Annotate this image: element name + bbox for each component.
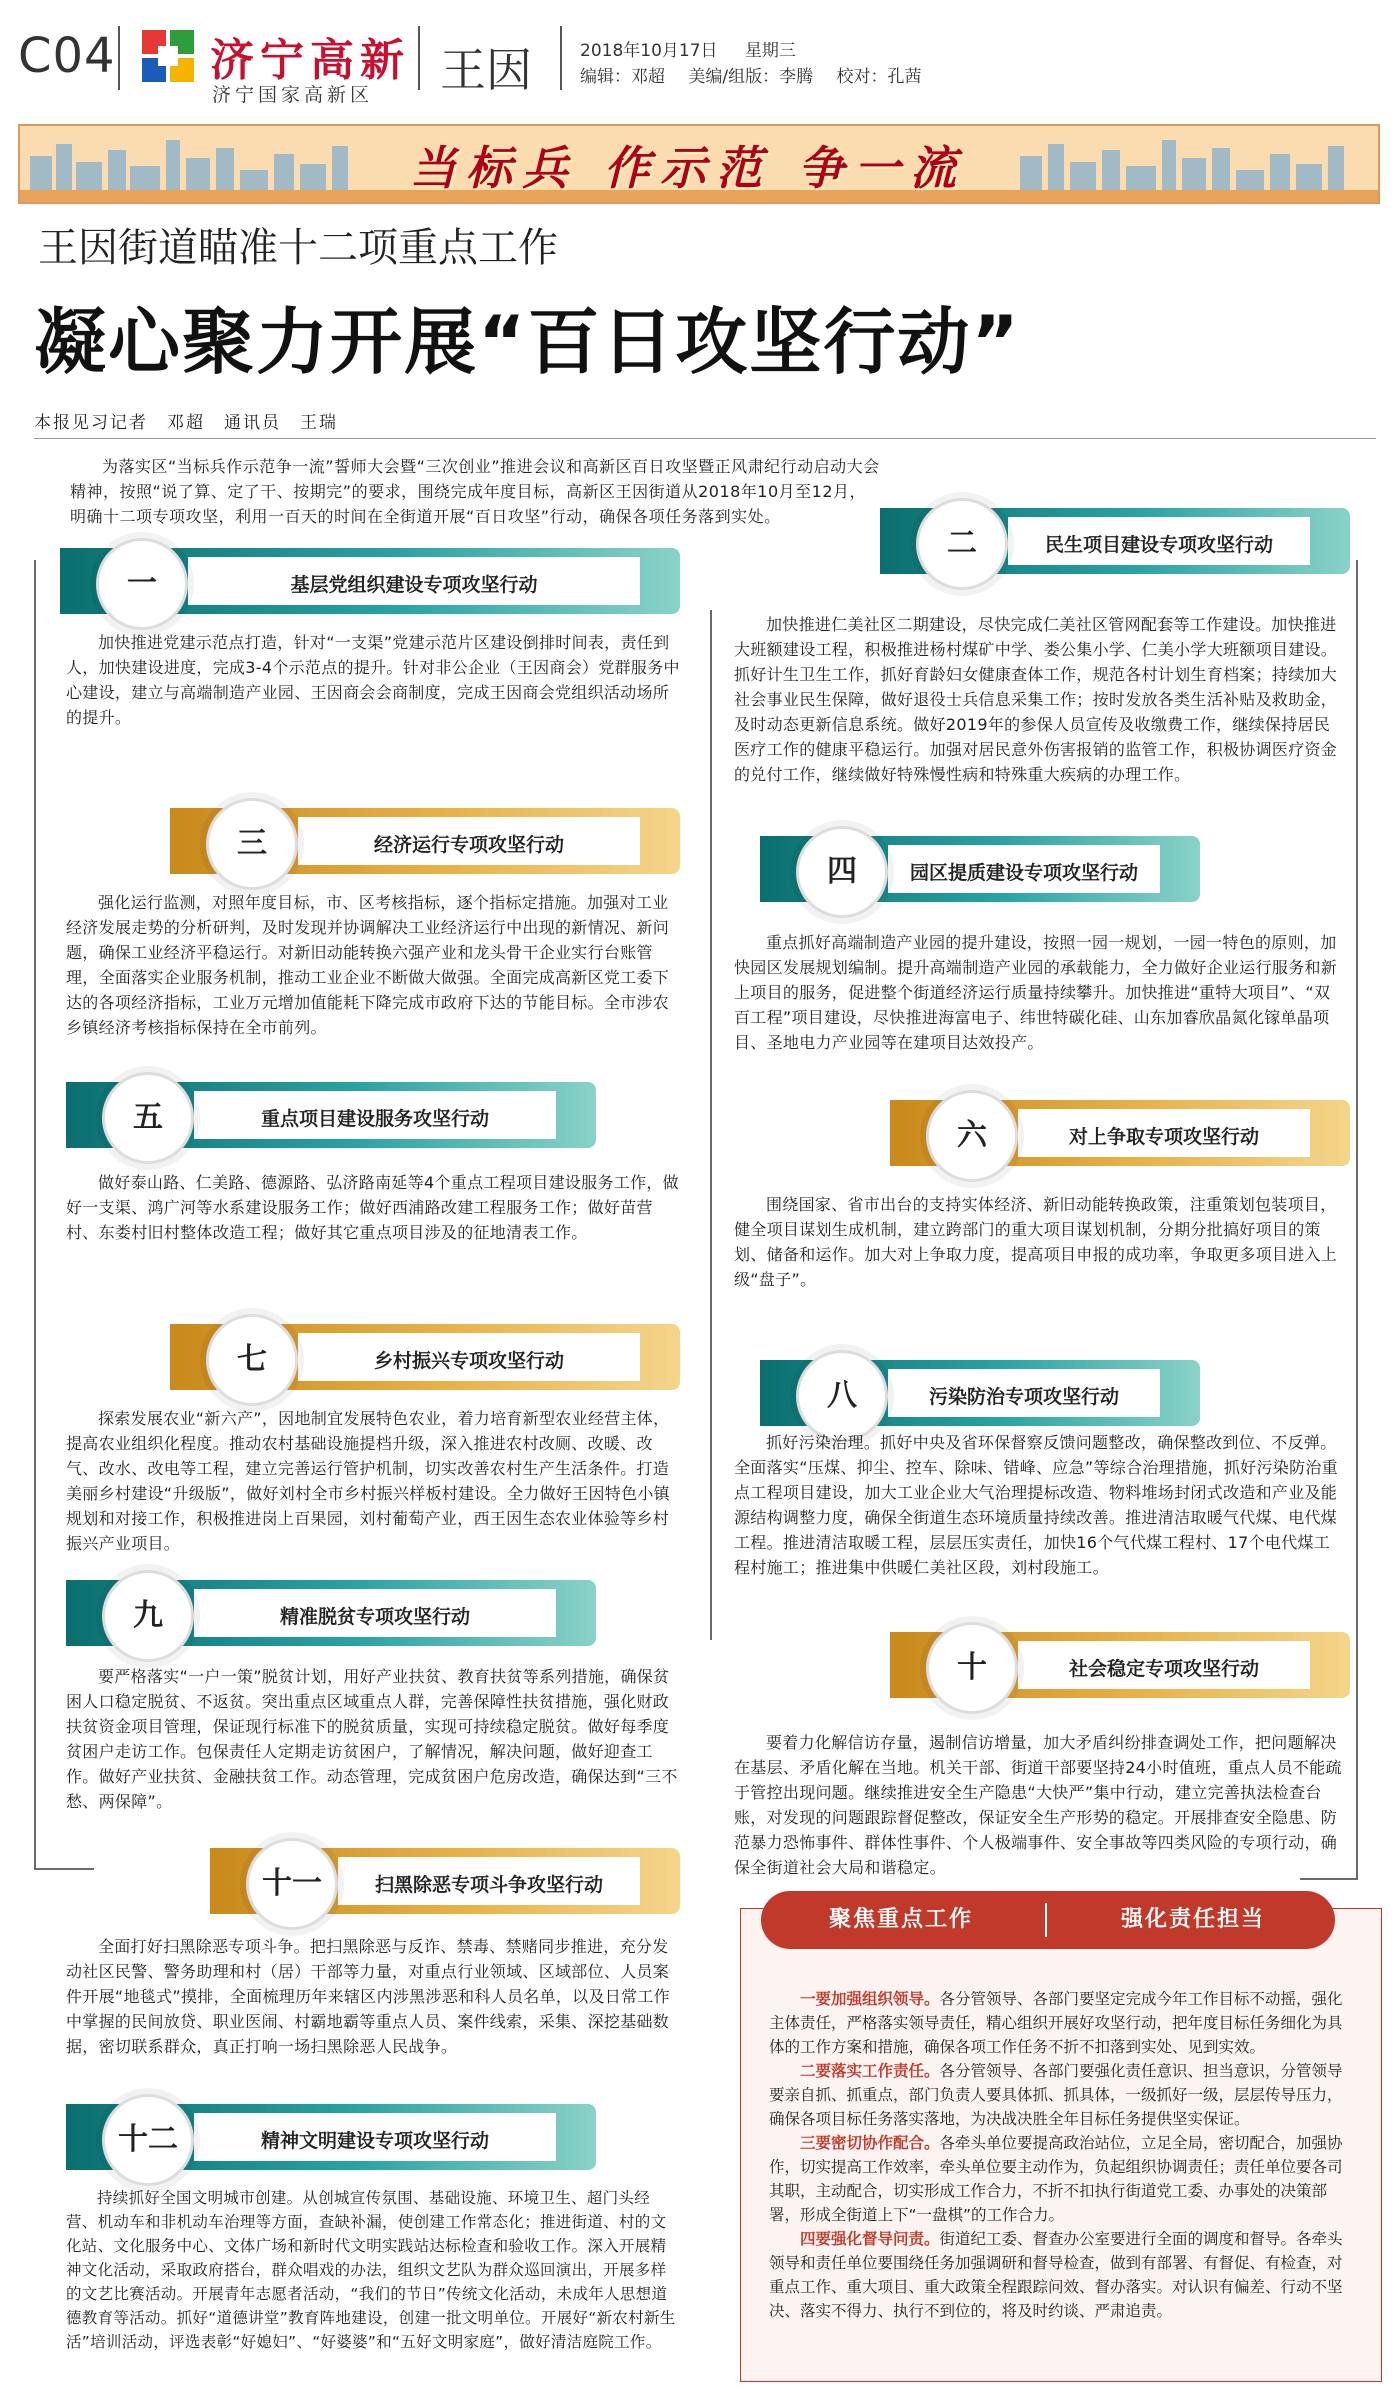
section-title: 经济运行专项攻坚行动 (373, 834, 564, 856)
section-1-body: 加快推进党建示范点打造，针对“一支渠”党建示范片区建设倒排时间表，责任到人，加快建设进度，完成3-4个示范点的提升。针对非公企业（王因商会）党群服务中心建设，建立与高端制造产业园、王因商会会商制度，完成王因商会党组织活动场所的提升。 (66, 633, 680, 727)
section-4-header (760, 836, 1200, 902)
section-number-badge: 七 (206, 1314, 298, 1406)
summary-item-text: 各分管领导、各部门要强化责任意识、担当意识，分管领导要亲自抓、抓重点，部门负责人要具体抓、抓具体，一级抓好一级，层层传导压力，确保各项目标任务落实落地，为决战决胜全年目标任务提供坚实保证。 (769, 2062, 1343, 2128)
section-9-body: 要严格落实“一户一策”脱贫计划，用好产业扶贫、教育扶贫等系列措施，确保贫困人口稳定脱贫、不返贫。突出重点区域重点人群，完善保障性扶贫措施，强化财政扶贫资金项目管理，保证现行标准下的脱贫质量，实现可持续稳定脱贫。做好每季度贫困户走访工作。包保责任人定期走访贫困户，了解情况，解决问题，做好迎查工作。做好产业扶贫、金融扶贫工作。动态管理，完成贫困户危房改造，确保达到“三不愁、两保障”。 (66, 1667, 678, 1811)
section-label-box (194, 1091, 556, 1139)
slogan-banner (18, 124, 1380, 204)
date-line (580, 36, 796, 61)
section-10-header (890, 1632, 1350, 1698)
summary-tab-divider (1045, 1903, 1047, 1937)
section-5-body: 做好泰山路、仁美路、德源路、弘济路南延等4个重点工程项目建设服务工作，做好一支渠、鸿广河等水系建设服务工作；做好西浦路改建工程服务工作；做好苗营村、东娄村旧村整体改造工程；做好其它重点项目涉及的征地清表工作。 (66, 1173, 679, 1242)
issue-date: 2018年10月17日 (580, 41, 718, 61)
section-title: 重点项目建设服务攻坚行动 (260, 1108, 489, 1130)
article-byline: 本报见习记者 邓超 通讯员 王瑞 (34, 413, 338, 433)
section-label-box (188, 557, 640, 605)
section-5-header (66, 1082, 596, 1148)
summary-box (740, 1908, 1382, 2382)
section-number-badge: 二 (916, 498, 1008, 590)
frame-line-middle (710, 610, 712, 1640)
summary-item (769, 2059, 1353, 2131)
newspaper-logo-icon (140, 28, 196, 84)
summary-item (769, 2227, 1353, 2323)
section-label-box (298, 1333, 640, 1381)
section-label-box (194, 2113, 556, 2161)
section-8-header (760, 1360, 1200, 1426)
section-number-badge: 一 (96, 538, 188, 630)
summary-item-lead: 四要强化督导问责。 (800, 2230, 940, 2248)
section-12-header (66, 2104, 596, 2170)
section-label-box (888, 1369, 1160, 1417)
proofreader: 校对：孔茜 (836, 67, 922, 87)
section-title: 污染防治专项攻坚行动 (928, 1386, 1119, 1408)
section-7-header (170, 1324, 680, 1390)
section-name: 王因 (440, 43, 532, 97)
section-title: 民生项目建设专项攻坚行动 (1044, 534, 1273, 556)
section-title: 精神文明建设专项攻坚行动 (260, 2130, 489, 2152)
section-10-body: 要着力化解信访存量，遏制信访增量，加大矛盾纠纷排查调处工作，把问题解决在基层、矛盾化解在当地。机关干部、街道干部要坚持24小时值班，重点人员不能疏于管控出现问题。继续推进安全生产隐患“大快严”集中行动，建立完善执法检查台账，对发现的问题跟踪督促整改，保证安全生产形势的稳定。开展排查安全隐患、防范暴力恐怖事件、群体性事件、个人极端事件、安全事故等四类风险的专项行动，确保全街道社会大局和谐稳定。 (734, 1733, 1342, 1877)
section-title: 园区提质建设专项攻坚行动 (909, 862, 1138, 884)
section-title: 乡村振兴专项攻坚行动 (373, 1350, 564, 1372)
section-3-header (170, 808, 680, 874)
summary-item-lead: 一要加强组织领导。 (800, 1990, 940, 2008)
section-label-box (338, 1857, 640, 1905)
section-number-badge: 八 (796, 1350, 888, 1442)
section-number-badge: 四 (796, 826, 888, 918)
summary-tab-right: 强化责任担当 (1120, 1907, 1265, 1932)
article-lead: 为落实区“当标兵作示范争一流”誓师大会暨“三次创业”推进会议和高新区百日攻坚暨正风肃纪行动启动大会精神，按照“说了算、定了干、按期完”的要求，围绕完成年度目标，高新区王因街道从2018年10月至12月，明确十二项专项攻坚，利用一百天的时间在全街道开展“百日攻坚”行动，确保各项任务落到实处。 (70, 457, 880, 526)
summary-item-text: 各牵头单位要提高政治站位，立足全局，密切配合，加强协作，切实提高工作效率，牵头单位要主动作为，负起组织协调责任；责任单位要各司其职，主动配合，切实形成工作合力，不折不扣执行街道党工委、办事处的决策部署，形成全街道上下“一盘棋”的工作合力。 (769, 2134, 1343, 2224)
section-2-body: 加快推进仁美社区二期建设，尽快完成仁美社区管网配套等工作建设。加快推进大班额建设工程，积极推进杨村煤矿中学、娄公集小学、仁美小学大班额项目建设。抓好计生卫生工作，抓好育龄妇女健康查体工作，规范各村计划生育档案；持续加大社会事业民生保障，做好退役士兵信息采集工作；按时发放各类生活补贴及救助金，及时动态更新信息系统。做好2019年的参保人员宣传及收缴费工作，继续保持居民医疗工作的健康平稳运行。加强对居民意外伤害报销的监管工作，积极协调医疗资金的兑付工作，继续做好特殊慢性病和特殊重大疾病的办理工作。 (734, 615, 1338, 784)
section-title: 扫黑除恶专项斗争攻坚行动 (374, 1874, 603, 1896)
summary-content (769, 1987, 1353, 2323)
summary-item-text: 各分管领导、各部门要坚定完成今年工作目标不动摇，强化主体责任，严格落实领导责任，精心组织开展好攻坚行动，把年度目标任务细化为具体的工作方案和措施，确保各项工作任务不折不扣落到实处、见到实效。 (769, 1990, 1343, 2056)
section-number-badge: 三 (206, 798, 298, 890)
section-11-body: 全面打好扫黑除恶专项斗争。把扫黑除恶与反诈、禁毒、禁赌同步推进，充分发动社区民警、警务助理和村（居）干部等力量，对重点行业领域、区域部位、人员案件开展“地毯式”摸排，全面梳理历年来辖区内涉黑涉恶和科人员名单，以及日常工作中掌握的民间放贷、职业医闹、村霸地霸等重点人员、案件线索，采集、深挖基础数据，密切联系群众，真正打响一场扫黑除恶人民战争。 (66, 1937, 670, 2056)
section-9-header (66, 1580, 596, 1646)
section-label-box (1018, 1109, 1310, 1157)
summary-item-lead: 三要密切协作配合。 (800, 2134, 940, 2152)
summary-item-text: 街道纪工委、督查办公室要进行全面的调度和督导。各牵头领导和责任单位要围绕任务加强调研和督导检查，做到有部署、有督促、有检查，对重点工作、重大项目、重大政策全程跟踪问效、督办落实。对认识有偏差、行动不坚决、落实不得力、执行不到位的，将及时约谈、严肃追责。 (769, 2230, 1343, 2320)
summary-item-lead: 二要落实工作责任。 (800, 2062, 940, 2080)
section-label-box (194, 1589, 556, 1637)
section-6-body: 围绕国家、省市出台的支持实体经济、新旧动能转换政策，注重策划包装项目，健全项目谋划生成机制，建立跨部门的重大项目谋划机制，分期分批搞好项目的策划、储备和运作。加大对上争取力度，提高项目申报的成功率，争取更多项目进入上级“盘子”。 (734, 1195, 1338, 1289)
section-3-body: 强化运行监测，对照年度目标，市、区考核指标，逐个指标定措施。加强对工业经济发展走势的分析研判，及时发现并协调解决工业经济运行中出现的新情况、新问题，确保工业经济平稳运行。对新旧动能转换六强产业和龙头骨干企业实行台账管理，全面落实企业服务机制，推动工业企业不断做大做强。全面完成高新区党工委下达的各项经济指标，工业万元增加值能耗下降完成市政府下达的节能目标。全市涉农乡镇经济考核指标保持在全市前列。 (66, 893, 670, 1037)
section-label-box (1018, 1641, 1310, 1689)
section-number-badge: 五 (102, 1072, 194, 1164)
article-headline: 凝心聚力开展“百日攻坚行动” (34, 300, 1021, 384)
section-8-body: 抓好污染治理。抓好中央及省环保督察反馈问题整改，确保整改到位、不反弹。全面落实“压煤、抑尘、控车、除味、错峰、应急”等综合治理措施，抓好污染防治重点工程项目建设，加大工业企业大气治理提标改造、物料堆场封闭式改造和产业及能源结构调整力度，确保全街道生态环境质量持续改善。推进清洁取暖气代煤、电代煤工程。推进清洁取暖工程，层层压实责任，加快16个气代煤工程村、17个电代煤工程村施工；推进集中供暖仁美社区段，刘村段施工。 (734, 1433, 1338, 1577)
section-7-body: 探索发展农业“新六产”，因地制宜发展特色农业，着力培育新型农业经营主体，提高农业组织化程度。推动农村基础设施提档升级，深入推进农村改厕、改暖、改气、改水、改电等工程，建立完善运行管护机制，切实改善农村生产生活条件。打造美丽乡村建设“升级版”，做好刘村全市乡村振兴样板村建设。全力做好王因特色小镇规划和对接工作，积极推进岗上百果园，刘村葡萄产业，西王因生态农业体验等乡村振兴产业项目。 (66, 1409, 670, 1553)
section-number-badge: 九 (102, 1570, 194, 1662)
section-1-header (60, 548, 680, 614)
editor: 编辑：邓超 (580, 67, 665, 87)
byline-rule (34, 438, 1376, 439)
section-title: 基层党组织建设专项攻坚行动 (290, 574, 538, 596)
section-2-header (880, 508, 1350, 574)
section-number-badge: 六 (926, 1090, 1018, 1182)
section-title: 社会稳定专项攻坚行动 (1068, 1658, 1259, 1680)
masthead-divider (418, 26, 420, 90)
banner-slogan: 当标兵 作示范 争一流 (410, 141, 967, 195)
newspaper-subtitle: 济宁国家高新区 (212, 84, 374, 106)
section-label-box (888, 845, 1160, 893)
editor-credits (580, 62, 922, 87)
masthead-divider (560, 26, 562, 90)
frame-line-right (1356, 560, 1358, 1880)
summary-item (769, 2131, 1353, 2227)
page-number: C04 (18, 28, 116, 84)
frame-line-left (34, 560, 36, 1870)
section-number-badge: 十二 (102, 2094, 194, 2186)
frame-line-left-bottom (34, 1868, 94, 1870)
summary-tab (761, 1891, 1335, 1949)
section-number-badge: 十 (926, 1622, 1018, 1714)
issue-weekday: 星期三 (744, 41, 796, 61)
section-label-box (298, 817, 640, 865)
section-11-header (210, 1848, 680, 1914)
section-title: 精准脱贫专项攻坚行动 (279, 1606, 470, 1628)
newspaper-title: 济宁高新 (210, 35, 410, 86)
section-12-body: 持续抓好全国文明城市创建。从创城宣传氛围、基础设施、环境卫生、超门头经营、机动车和非机动车治理等方面，查缺补漏，使创建工作常态化；推进街道、村的文化站、文化服务中心、文体广场和新时代文明实践站达标检查和验收工作。深入开展精神文化活动，采取政府搭台，群众唱戏的办法，组织文艺队为群众巡回演出，开展多样的文艺比赛活动。开展青年志愿者活动，“我们的节日”传统文化活动，未成年人思想道德教育等活动。抓好“道德讲堂”教育阵地建设，创建一批文明单位。开展好“新农村新生活”培训活动，评选表彰“好媳妇”、“好婆婆”和“五好文明家庭”，做好清洁庭院工作。 (66, 2189, 676, 2351)
section-number-badge: 十一 (246, 1838, 338, 1930)
summary-item (769, 1987, 1353, 2059)
section-4-body: 重点抓好高端制造产业园的提升建设，按照一园一规划，一园一特色的原则，加快园区发展规划编制。提升高端制造产业园的承载能力，全力做好企业运行服务和新上项目的服务，促进整个街道经济运行质量持续攀升。加快推进“重特大项目”、“双百工程”项目建设，尽快推进海富电子、纬世特碳化硅、山东加睿欣晶氮化镓单晶项目、圣地电力产业园等在建项目达效投产。 (734, 933, 1338, 1052)
summary-tab-left: 聚焦重点工作 (828, 1907, 973, 1932)
section-label-box (1008, 517, 1310, 565)
designer: 美编/组版：李腾 (688, 67, 814, 87)
masthead-divider (118, 26, 120, 90)
section-title: 对上争取专项攻坚行动 (1068, 1126, 1259, 1148)
article-subheadline: 王因街道瞄准十二项重点工作 (38, 225, 558, 271)
section-6-header (890, 1100, 1350, 1166)
